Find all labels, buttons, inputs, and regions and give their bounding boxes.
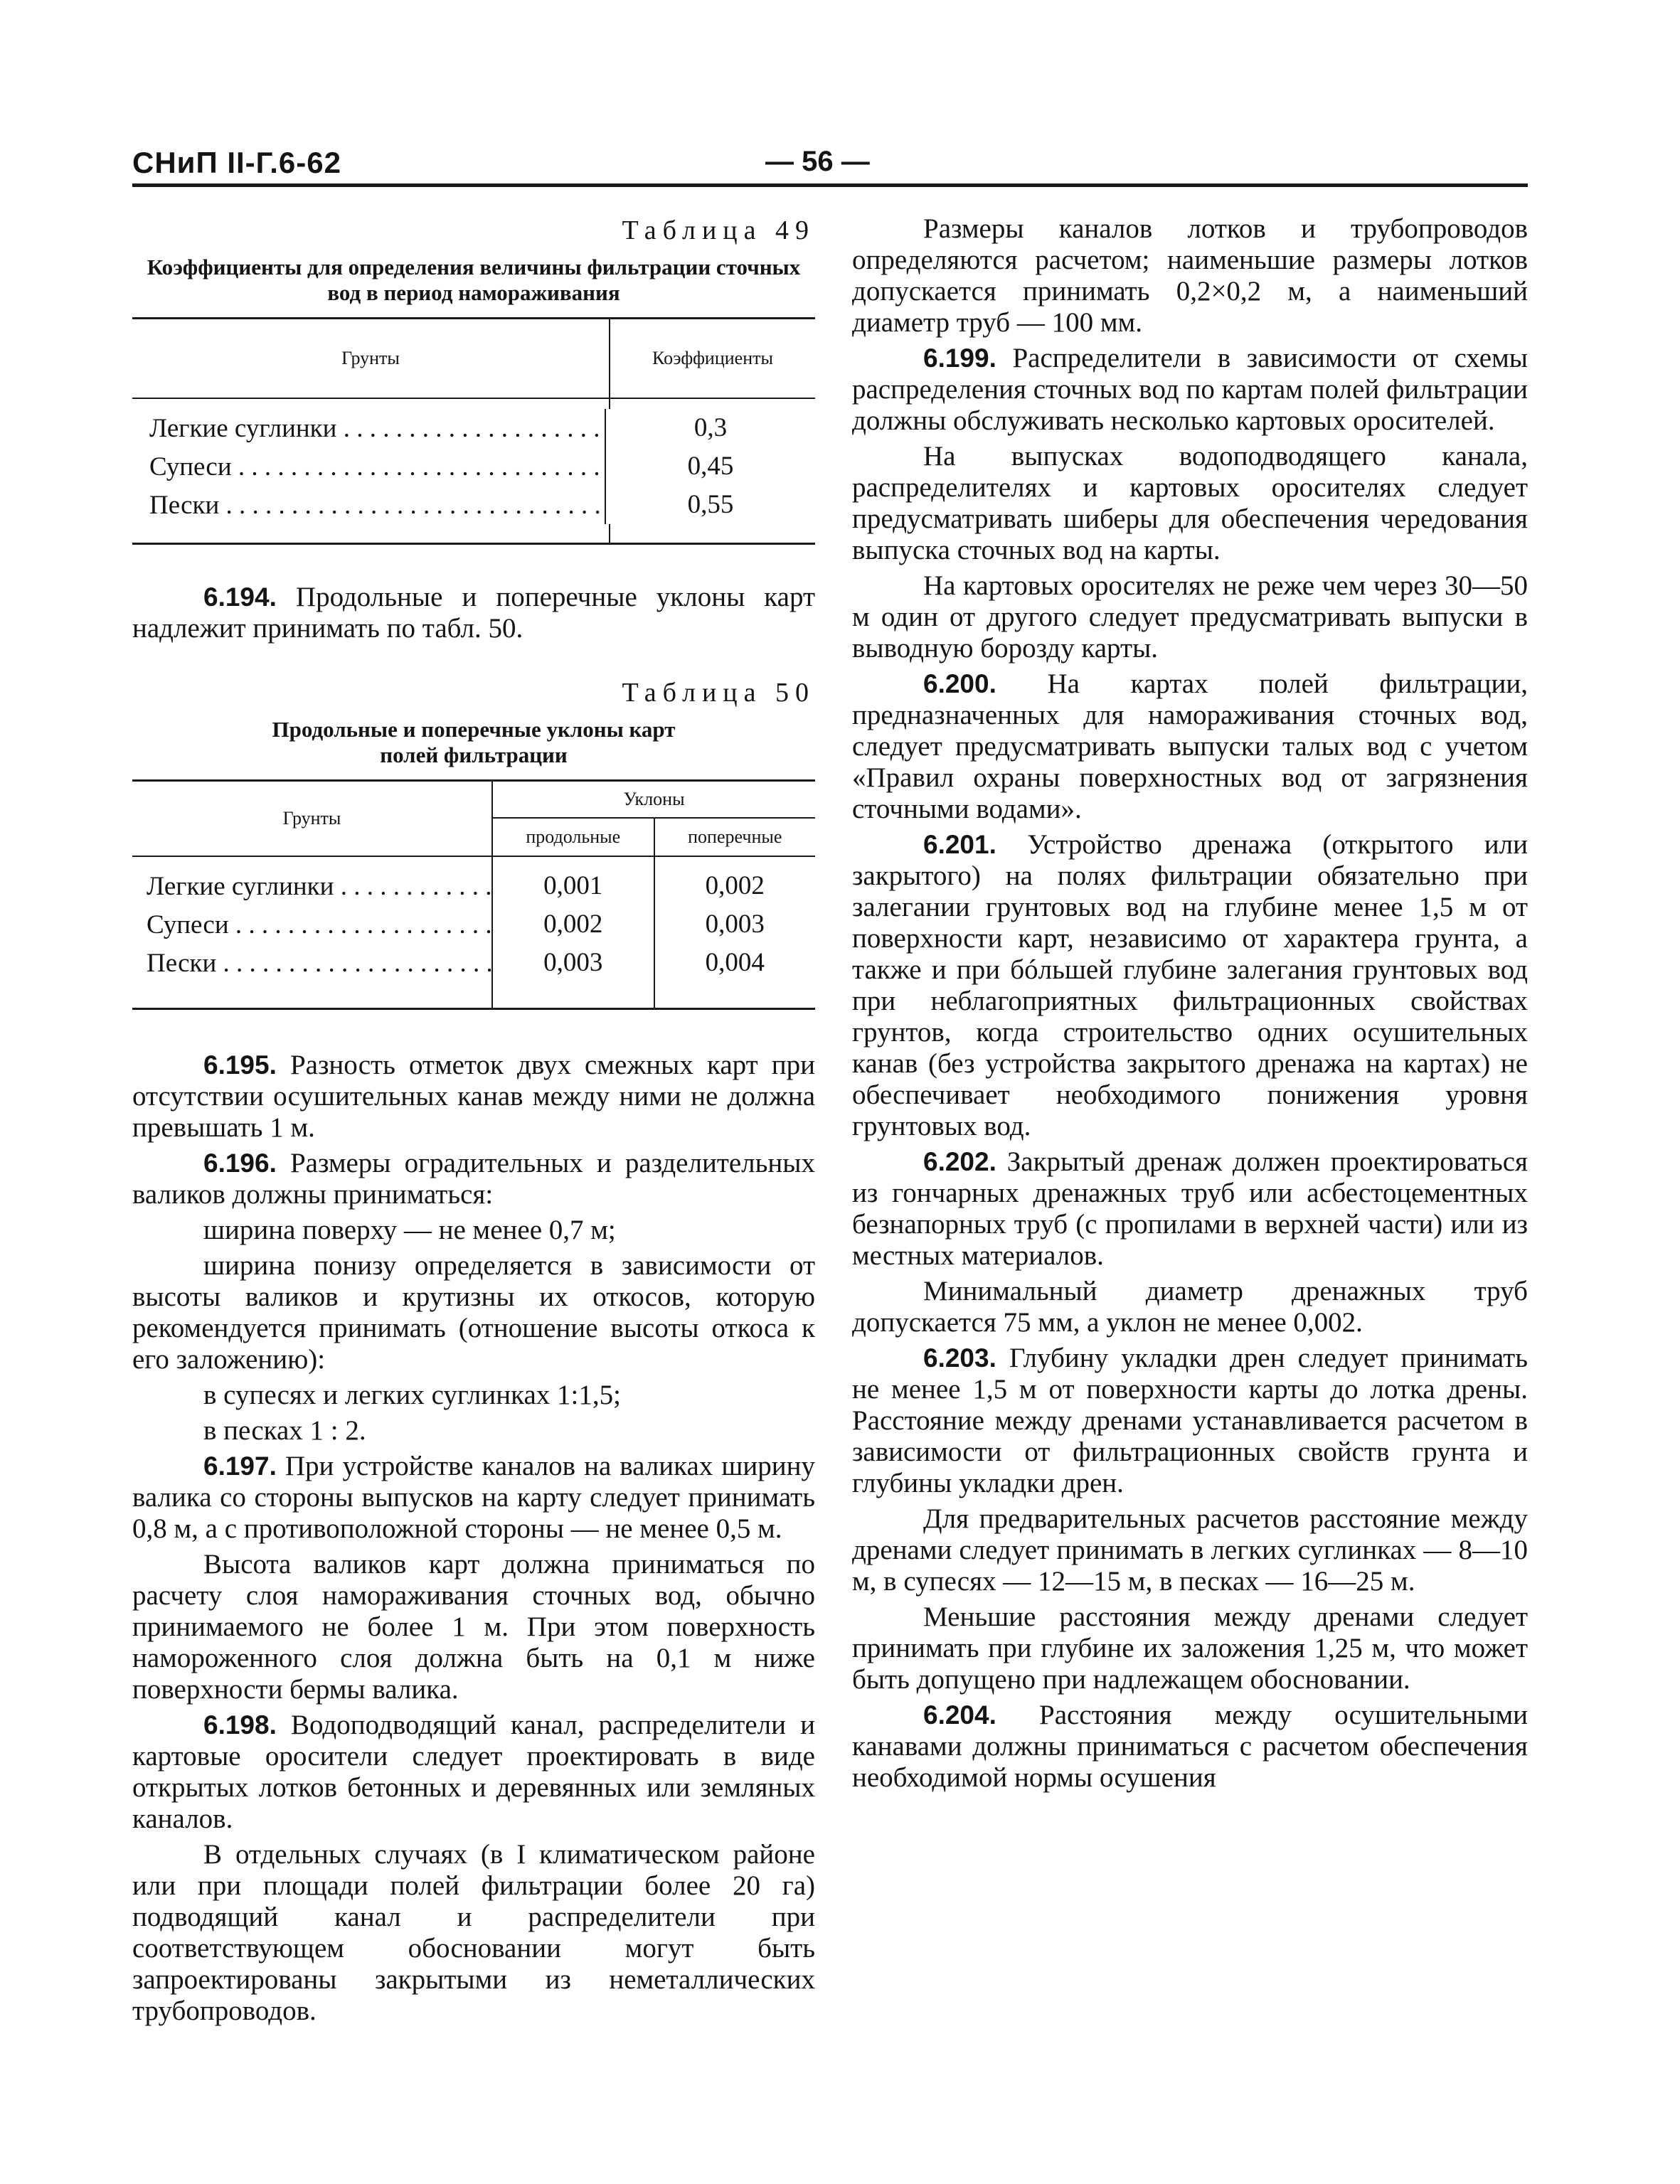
left-column bbox=[132, 213, 815, 2031]
paragraph bbox=[132, 1148, 815, 1210]
table50-col-cross: поперечные bbox=[654, 819, 816, 856]
table49-col-soil: Грунты bbox=[341, 348, 400, 368]
paragraph-gap bbox=[132, 2027, 815, 2031]
paragraph-number: 6.197. bbox=[203, 1451, 277, 1481]
table50-row bbox=[132, 905, 815, 944]
paragraph-text: Размеры каналов лотков и трубопроводов определяются расчетом; наименьшие размеры лотков допускается принимать 0,2×0,2 м, а наименьший диаметр труб — 100 мм. bbox=[852, 213, 1528, 338]
paragraph bbox=[852, 1503, 1528, 1597]
paragraph-text: Минимальный диаметр дренажных труб допускается 75 мм, а уклон не менее 0,002. bbox=[852, 1276, 1528, 1338]
table50-row bbox=[132, 867, 815, 905]
paragraph-text: На выпусках водоподводящего канала, распределителях и картовых оросителях следует предусматривать шиберы для обеспечения чередования выпуска сточных вод на карты. bbox=[852, 441, 1528, 565]
paragraph bbox=[132, 1050, 815, 1144]
table49-caption: Таблица 49 bbox=[622, 215, 815, 245]
table50-cross-cell: 0,004 bbox=[654, 944, 816, 982]
paragraph bbox=[852, 668, 1528, 825]
table49-soil-cell: Легкие суглинки . . . bbox=[132, 413, 605, 444]
paragraph-number: 6.204. bbox=[923, 1700, 996, 1730]
left-paragraphs bbox=[132, 1050, 815, 2031]
paragraph-text: На картах полей фильтрации, предназначенных для намораживания сточных вод, следует предусматривать выпуски талых вод с учетом «Правил охраны поверхностных вод от загрязнения сточными водами». bbox=[852, 668, 1528, 824]
paragraph-number: 6.199. bbox=[923, 343, 996, 373]
paragraph bbox=[852, 213, 1528, 339]
paragraph-number: 6.203. bbox=[923, 1343, 996, 1373]
table49-value-cell: 0,55 bbox=[605, 486, 815, 524]
paragraph-text: Глубину укладки дрен следует принимать не менее 1,5 м от поверхности карты до лотка дрены. Расстояние между дренами устанавливается расчетом в зависимости от фильтрационных свойств грунта и глубины укладки дрен. bbox=[852, 1343, 1528, 1498]
table49-value-cell: 0,45 bbox=[605, 447, 815, 486]
table50-title: Продольные и поперечные уклоны карт полей фильтрации bbox=[272, 717, 676, 767]
paragraph-text: Для предварительных расчетов расстояние между дренами следует принимать в легких суглинках — 8—10 м, в супесях — 12—15 м, в песках — 16—25 м. bbox=[852, 1503, 1528, 1597]
paragraph bbox=[852, 1146, 1528, 1272]
paragraph bbox=[132, 1215, 815, 1246]
paragraph bbox=[132, 1549, 815, 1705]
table50-cross-cell: 0,002 bbox=[654, 867, 816, 905]
paragraph bbox=[852, 343, 1528, 437]
paragraph-text: Устройство дренажа (открытого или закрытого) на полях фильтрации обязательно при залегании грунтовых вод на глубине менее 1,5 м от поверхности карт, независимо от характера грунта, а также и при бóльшей глубине залегания грунтовых вод при неблагоприятных фильтрационных свойствах грунтов, когда строительство одних осушительных канав (без устройства закрытого дренажа на картах) не обеспечивает необходимого понижения уровня грунтовых вод. bbox=[852, 829, 1528, 1141]
paragraph-number: 6.201. bbox=[923, 830, 996, 859]
paragraph bbox=[132, 1839, 815, 2027]
paragraph bbox=[852, 829, 1528, 1142]
paragraph bbox=[132, 1451, 815, 1545]
right-column bbox=[852, 213, 1528, 1798]
right-paragraphs bbox=[852, 213, 1528, 1798]
paragraph-text: Распределители в зависимости от схемы распределения сточных вод по картам полей фильтрации должны обслуживать несколько картовых оросителей. bbox=[852, 343, 1529, 436]
paragraph-text: На картовых оросителях не реже чем через 30—50 м один от другого следует предусматривать выпуски в выводную борозду карты. bbox=[852, 570, 1528, 664]
paragraph-gap bbox=[852, 1794, 1528, 1798]
paragraph-text: ширина поверху — не менее 0,7 м; bbox=[203, 1215, 616, 1245]
paragraph bbox=[852, 1343, 1528, 1499]
table49 bbox=[132, 317, 815, 545]
paragraph-text: Высота валиков карт должна приниматься по расчету слоя намораживания сточных вод, обычно принимаемого не более 1 м. При этом поверхность намороженного слоя должна быть на 0,1 м ниже поверхности бермы валика. bbox=[132, 1549, 815, 1705]
paragraph bbox=[852, 570, 1528, 664]
page-number: — 56 — bbox=[765, 146, 870, 177]
table49-row bbox=[132, 409, 815, 447]
paragraph-number: 6.198. bbox=[203, 1710, 277, 1740]
table50-cross-cell: 0,003 bbox=[654, 905, 816, 944]
paragraph-text: в песках 1 : 2. bbox=[203, 1415, 366, 1446]
table50 bbox=[132, 779, 815, 1010]
table50-long-cell: 0,003 bbox=[491, 944, 654, 982]
table49-soil-cell: Супеси . . . bbox=[132, 452, 605, 482]
document-code: СНиП II-Г.6-62 bbox=[132, 146, 341, 179]
table50-col-long: продольные bbox=[526, 826, 621, 847]
paragraph bbox=[132, 1250, 815, 1375]
table50-row bbox=[132, 944, 815, 982]
paragraph-text: Меньшие расстояния между дренами следует принимать при глубине их заложения 1,25 м, что может быть допущено при надлежащем обосновании. bbox=[852, 1602, 1528, 1695]
paragraph-text: Разность отметок двух смежных карт при отсутствии осушительных канав между ними не должна превышать 1 м. bbox=[132, 1050, 815, 1143]
paragraph-text: ширина понизу определяется в зависимости от высоты валиков и крутизны их откосов, которую рекомендуется принимать (отношение высоты откоса к его заложению): bbox=[132, 1250, 815, 1375]
paragraph bbox=[132, 1710, 815, 1835]
table49-col-coef: Коэффициенты bbox=[609, 319, 815, 398]
table50-col-group: Уклоны bbox=[493, 782, 815, 819]
paragraph-text: Размеры оградительных и разделительных валиков должны приниматься: bbox=[132, 1148, 816, 1210]
paragraph bbox=[852, 1700, 1528, 1794]
table50-col-soil: Грунты bbox=[282, 808, 341, 829]
paragraph bbox=[852, 441, 1528, 566]
paragraph bbox=[132, 1380, 815, 1411]
table49-row bbox=[132, 447, 815, 486]
paragraph-text: Расстояния между осушительными канавами должны приниматься с расчетом обеспечения необходимой нормы осушения bbox=[852, 1700, 1528, 1793]
paragraph-text: При устройстве каналов на валиках ширину валика со стороны выпусков на карту следует принимать 0,8 м, а с противоположной стороны — не менее 0,5 м. bbox=[132, 1451, 815, 1544]
paragraph-number: 6.202. bbox=[923, 1147, 996, 1176]
header-rule bbox=[132, 183, 1528, 187]
table50-soil-cell: Супеси . . . bbox=[132, 910, 491, 940]
table50-long-cell: 0,002 bbox=[491, 905, 654, 944]
paragraph-number: 6.196. bbox=[203, 1149, 277, 1178]
table49-title: Коэффициенты для определения величины фильтрации сточных вод в период намораживания bbox=[147, 255, 801, 305]
paragraph bbox=[852, 1276, 1528, 1338]
paragraph-text: в супесях и легких суглинках 1:1,5; bbox=[203, 1380, 621, 1410]
table50-caption: Таблица 50 bbox=[622, 678, 815, 708]
paragraph bbox=[852, 1602, 1528, 1695]
paragraph bbox=[132, 1415, 815, 1447]
table50-soil-cell: Легкие суглинки . . . bbox=[132, 871, 491, 902]
paragraph-number: 6.195. bbox=[203, 1050, 277, 1080]
table50-soil-cell: Пески . . . bbox=[132, 948, 491, 979]
table50-long-cell: 0,001 bbox=[491, 867, 654, 905]
table49-row bbox=[132, 486, 815, 524]
table49-value-cell: 0,3 bbox=[605, 409, 815, 447]
table49-soil-cell: Пески . . . bbox=[132, 490, 605, 521]
paragraph-text: Закрытый дренаж должен проектироваться из гончарных дренажных труб или асбестоцементных безнапорных труб (с пропилами в верхней части) или из местных материалов. bbox=[852, 1146, 1528, 1271]
paragraph-text: В отдельных случаях (в I климатическом районе или при площади полей фильтрации более 20 га) подводящий канал и распределители при соответствующем обосновании могут быть запроектированы закрытыми из неметаллических трубопроводов. bbox=[132, 1839, 815, 2026]
paragraph-number: 6.200. bbox=[923, 669, 996, 698]
paragraph-text: Водоподводящий канал, распределители и картовые оросители следует проектировать в виде открытых лотков бетонных и деревянных или земляных каналов. bbox=[132, 1710, 815, 1834]
page-header bbox=[132, 146, 1528, 188]
paragraph-6-194: 6.194. Продольные и поперечные уклоны карт надлежит принимать по табл. 50. bbox=[132, 582, 816, 644]
